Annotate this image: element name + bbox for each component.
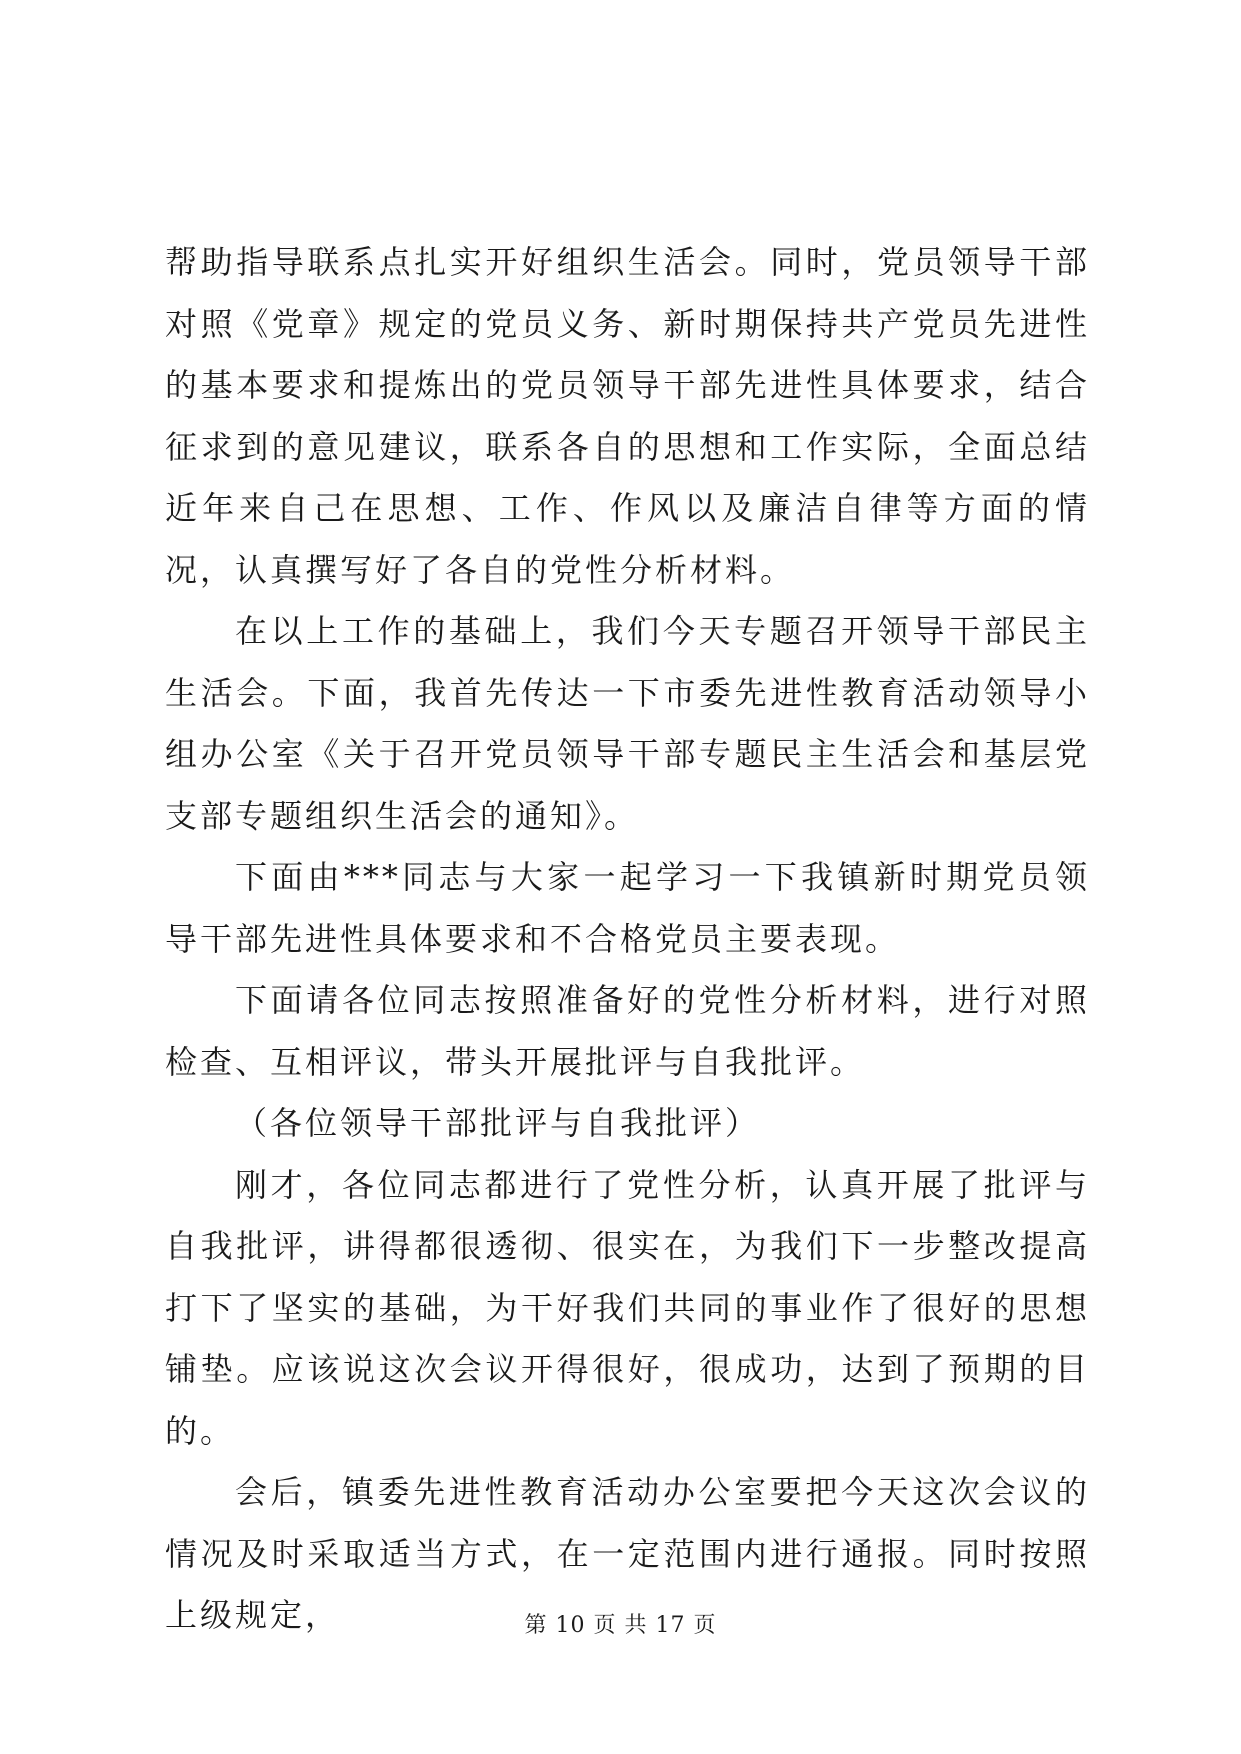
paragraph: 在以上工作的基础上，我们今天专题召开领导干部民主生活会。下面，我首先传达一下市委先进性教育活动领导小组办公室《关于召开党员领导干部专题民主生活会和基层党支部专题组织生活会的通知》。 bbox=[165, 612, 1090, 835]
paragraph: 会后，镇委先进性教育活动办公室要把今天这次会议的情况及时采取适当方式，在一定范围内进行通报。同时按照上级规定， bbox=[165, 1473, 1090, 1634]
paragraph-note: （各位领导干部批评与自我批评） bbox=[235, 1104, 761, 1142]
page-footer: 第 10 页 共 17 页 bbox=[524, 1613, 717, 1638]
paragraph-continued: 帮助指导联系点扎实开好组织生活会。同时，党员领导干部对照《党章》规定的党员义务、新时期保持共产党员先进性的基本要求和提炼出的党员领导干部先进性具体要求，结合征求到的意见建议，联系各自的思想和工作实际，全面总结近年来自己在思想、工作、作风以及廉洁自律等方面的情况，认真撰写好了各自的党性分析材料。 bbox=[165, 243, 1090, 589]
paragraph: 刚才，各位同志都进行了党性分析，认真开展了批评与自我批评，讲得都很透彻、很实在，为我们下一步整改提高打下了坚实的基础，为干好我们共同的事业作了很好的思想铺垫。应该说这次会议开得很好，很成功，达到了预期的目的。 bbox=[165, 1165, 1090, 1450]
paragraph: 下面请各位同志按照准备好的党性分析材料，进行对照检查、互相评议，带头开展批评与自我批评。 bbox=[165, 981, 1090, 1081]
document-body bbox=[165, 232, 1090, 1647]
paragraph: 下面由***同志与大家一起学习一下我镇新时期党员领导干部先进性具体要求和不合格党员主要表现。 bbox=[165, 858, 1090, 958]
